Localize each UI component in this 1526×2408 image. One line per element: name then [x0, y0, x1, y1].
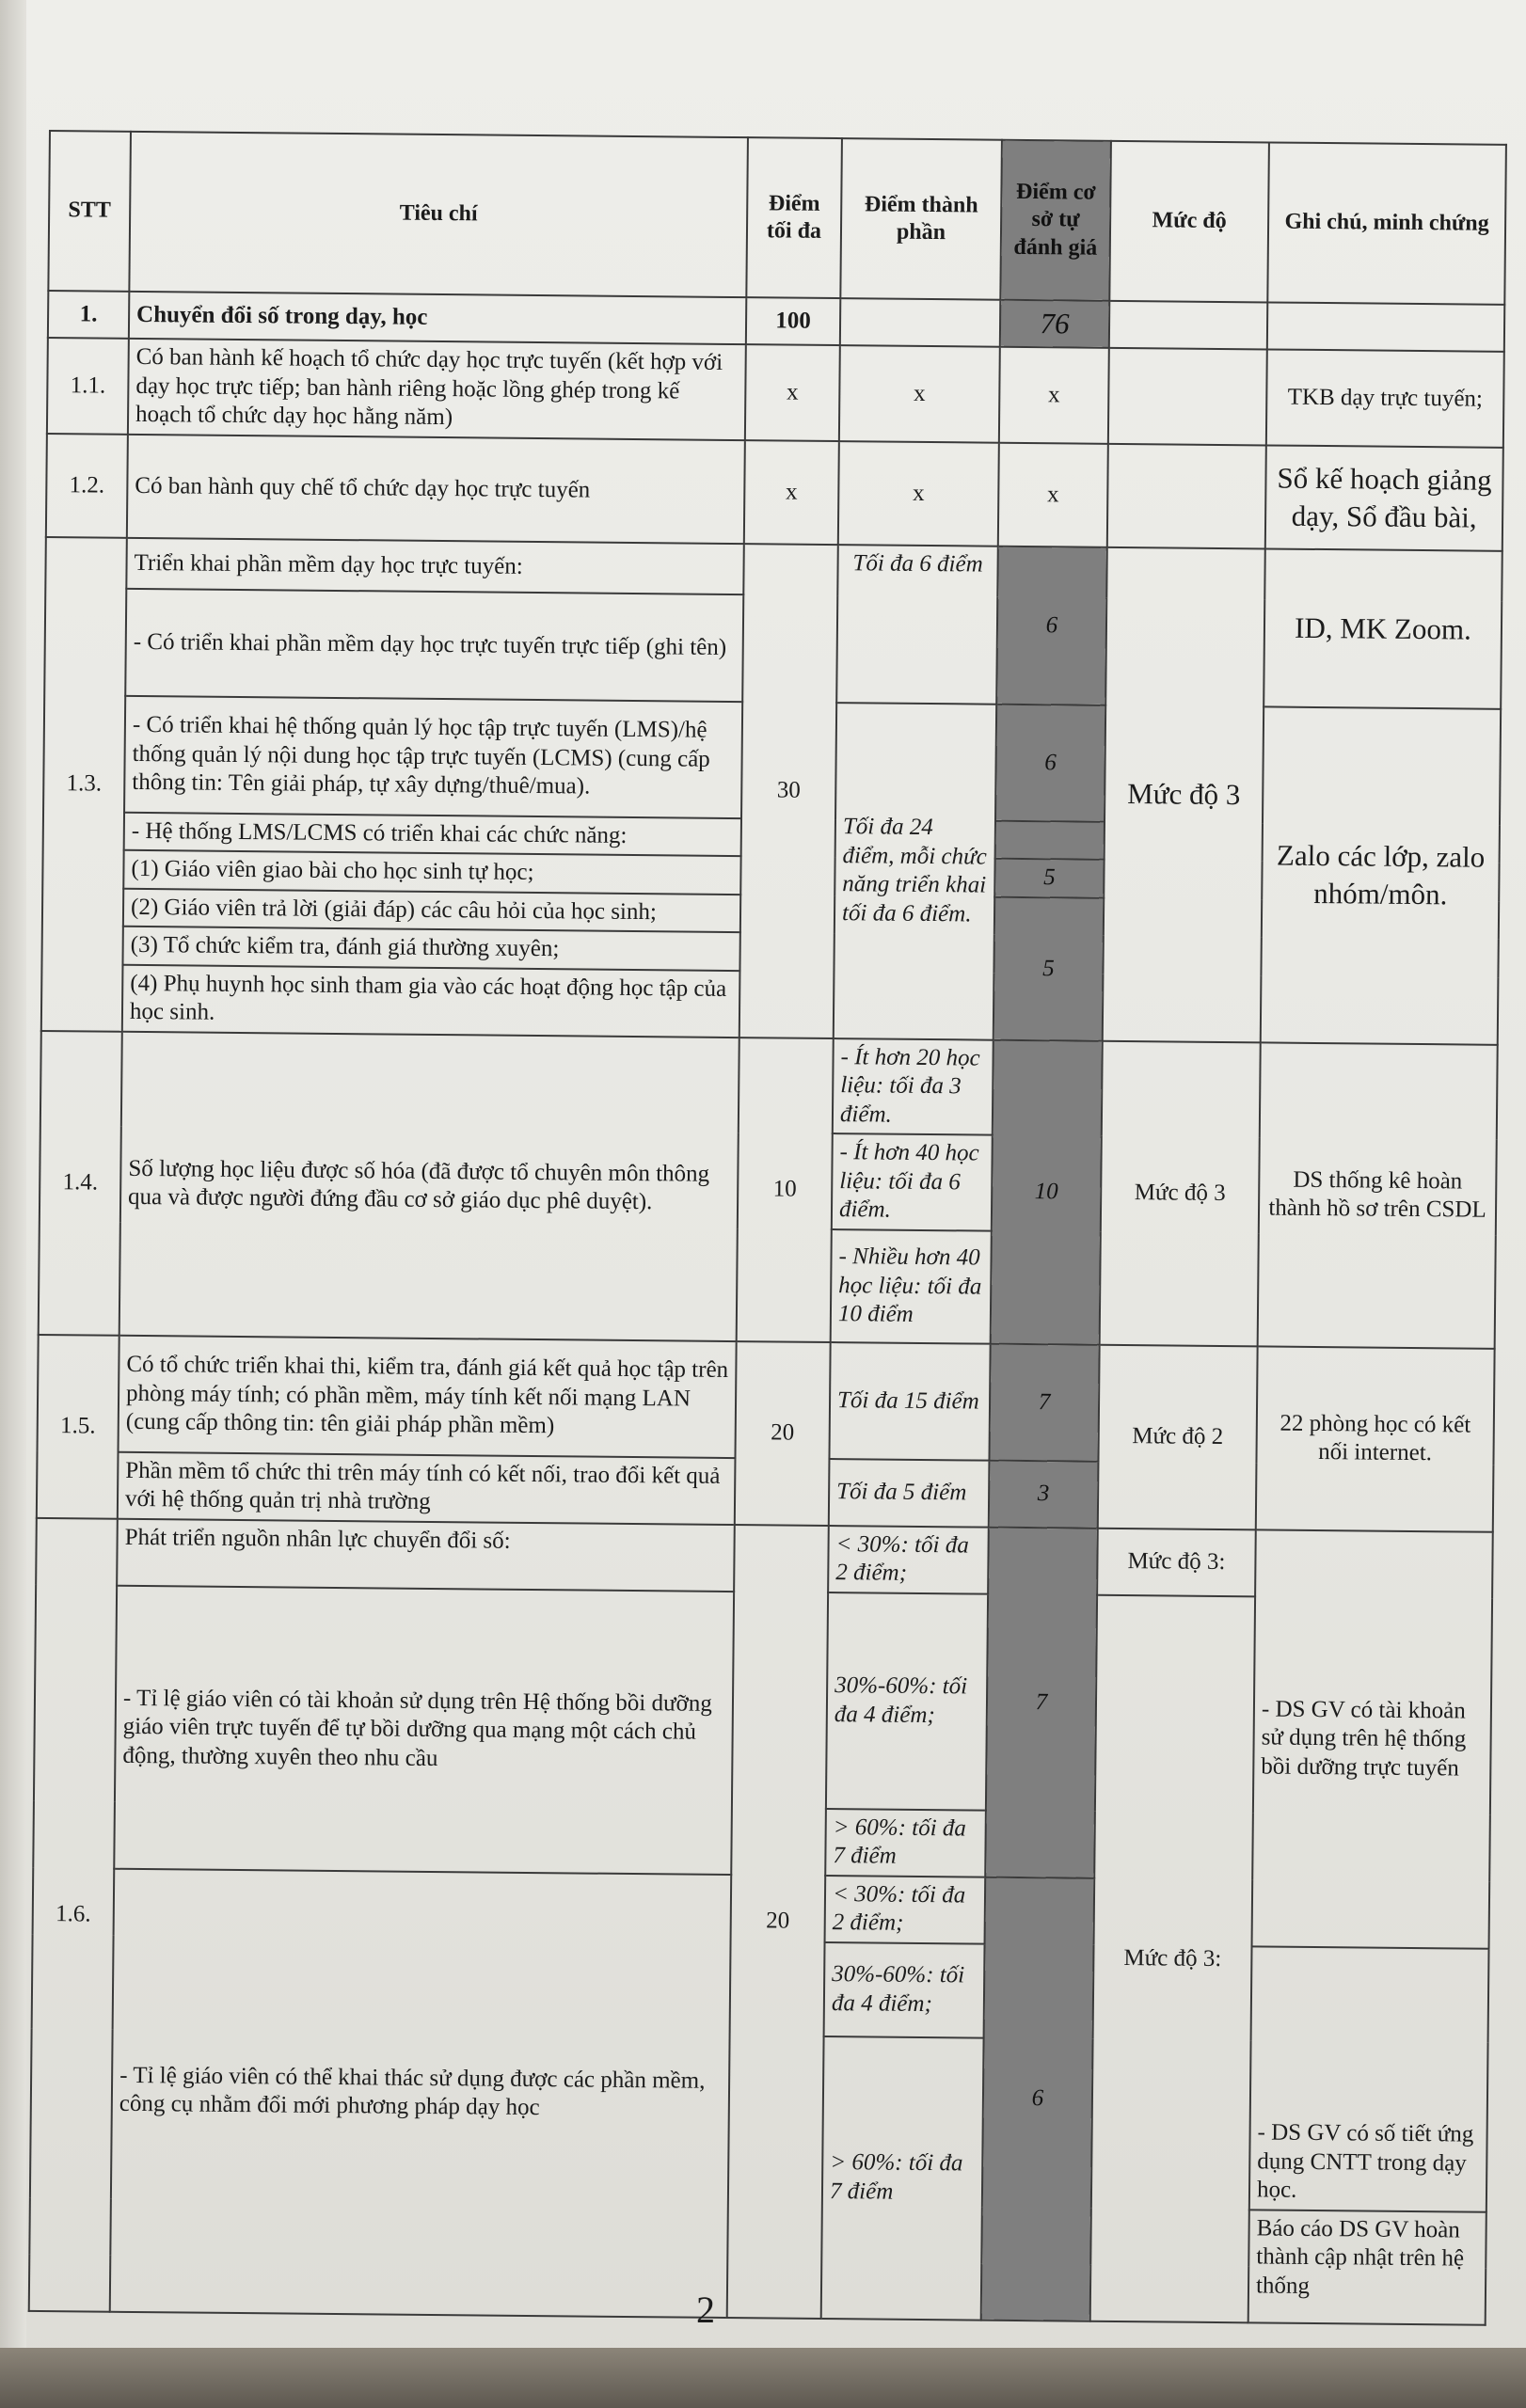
row-note: ID, MK Zoom.	[1264, 548, 1502, 708]
page-number: 2	[696, 2289, 715, 2331]
row-self: x	[998, 443, 1108, 547]
row-criteria: (3) Tổ chức kiểm tra, đánh giá thường xuyên;	[122, 927, 739, 971]
page-edge	[0, 0, 26, 2408]
row-note: Zalo các lớp, zalo nhóm/môn.	[1261, 706, 1501, 1044]
row-stt: 1.5.	[37, 1335, 119, 1519]
row-stt: 1.1.	[47, 338, 129, 434]
row-criteria-title: Triển khai phần mềm dạy học trực tuyến:	[126, 538, 743, 594]
header-notes: Ghi chú, minh chứng	[1267, 142, 1506, 304]
row-self: 5	[993, 896, 1104, 1040]
row-criteria-title: Phát triển nguồn nhân lực chuyển đổi số:	[117, 1519, 735, 1592]
row-max: x	[744, 440, 839, 545]
row-criteria: - Có triển khai hệ thống quản lý học tập trực tuyến (LMS)/hệ thống quản lý nội dung học tập trực tuyến (LCMS) (cung cấp thông tin: Tên giải pháp, tự xây dựng/thuê/mua).	[124, 696, 742, 818]
row-comp: < 30%: tối đa 2 điểm;	[828, 1526, 989, 1594]
row-stt: 1.2.	[46, 434, 128, 538]
row-self: 5	[994, 859, 1104, 898]
row-criteria: Có tổ chức triển khai thi, kiểm tra, đánh giá kết quả học tập trên phòng máy tính; có phần mềm, máy tính kết nối mạng LAN (cung cấp thông tin: tên giải pháp phần mềm)	[119, 1336, 737, 1458]
section-stt: 1.	[48, 291, 129, 339]
row-self: 10	[991, 1039, 1103, 1344]
row-level	[1107, 444, 1266, 549]
table-row	[46, 434, 1503, 551]
row-comp: - Ít hơn 40 học liệu: tối đa 6 điểm.	[832, 1133, 993, 1230]
row-comp: > 60%: tối đa 7 điểm	[821, 2036, 984, 2321]
row-level: Mức độ 3:	[1090, 1595, 1255, 2323]
header-criteria: Tiêu chí	[129, 132, 748, 297]
row-criteria: - Có triển khai phần mềm dạy học trực tuyến trực tiếp (ghi tên)	[125, 589, 743, 702]
row-comp: Tối đa 15 điểm	[829, 1342, 990, 1461]
row-comp: Tối đa 5 điểm	[829, 1459, 990, 1528]
section-self-score: 76	[1000, 300, 1109, 348]
table-header-row	[48, 131, 1506, 305]
row-max: 10	[737, 1038, 834, 1342]
row-note: TKB dạy trực tuyến;	[1266, 350, 1504, 448]
row-comp: < 30%: tối đa 2 điểm;	[825, 1876, 986, 1944]
table-row	[47, 338, 1504, 447]
row-criteria: - Hệ thống LMS/LCMS có triển khai các chức năng:	[124, 813, 741, 857]
section-level	[1109, 301, 1267, 350]
row-stt: 1.4.	[39, 1031, 122, 1336]
section-comp	[840, 298, 1000, 347]
header-level: Mức độ	[1109, 141, 1269, 303]
row-criteria: - Tỉ lệ giáo viên có thể khai thác sử dụng được các phần mềm, công cụ nhằm đổi mới phương pháp dạy học	[110, 1869, 731, 2318]
row-note: - DS GV có số tiết ứng dụng CNTT trong dạy học.	[1249, 1946, 1489, 2211]
row-note: 22 phòng học có kết nối internet.	[1256, 1346, 1495, 1531]
row-criteria: Có ban hành quy chế tổ chức dạy học trực tuyến	[127, 435, 745, 544]
header-stt: STT	[48, 131, 131, 292]
row-comp: Tối đa 6 điểm	[836, 545, 998, 705]
row-note: DS thống kê hoàn thành hồ sơ trên CSDL	[1258, 1042, 1498, 1348]
row-comp: 30%-60%: tối đa 4 điểm;	[826, 1592, 988, 1811]
section-title: Chuyển đổi số trong dạy, học	[129, 292, 746, 345]
row-self: 3	[989, 1460, 1099, 1528]
row-level: Mức độ 3	[1100, 1041, 1261, 1347]
row-note: Báo cáo DS GV hoàn thành cập nhật trên hệ thống	[1248, 2210, 1486, 2324]
row-comp: - Ít hơn 20 học liệu: tối đa 3 điểm.	[833, 1038, 993, 1135]
table-row	[40, 1031, 1498, 1140]
header-component-score: Điểm thành phần	[840, 138, 1002, 300]
row-comp: 30%-60%: tối đa 4 điểm;	[824, 1942, 985, 2038]
row-criteria: Số lượng học liệu được số hóa (đã được tổ chuyên môn thông qua và được người đứng đầu cơ sở giáo dục phê duyệt).	[119, 1032, 739, 1341]
row-comp: - Nhiều hơn 40 học liệu: tối đa 10 điểm	[831, 1229, 992, 1344]
row-comp: Tối đa 24 điểm, mỗi chức năng triển khai tối đa 6 điểm.	[834, 703, 996, 1040]
row-self: 6	[995, 704, 1105, 821]
row-max: 20	[727, 1525, 829, 2319]
row-self: 6	[981, 1877, 1095, 2321]
row-criteria: (2) Giáo viên trả lời (giải đáp) các câu hỏi của học sinh;	[123, 889, 740, 933]
row-level: Mức độ 3	[1103, 547, 1265, 1043]
row-self: 7	[985, 1527, 1098, 1877]
row-stt: 1.3.	[41, 537, 127, 1032]
header-self-score: Điểm cơ sở tự đánh giá	[1000, 140, 1111, 301]
row-comp: x	[838, 441, 999, 547]
row-comp: x	[839, 345, 1000, 442]
table-row	[38, 1335, 1495, 1465]
row-criteria: (4) Phụ huynh học sinh tham gia vào các hoạt động học tập của học sinh.	[122, 965, 740, 1038]
row-note: Sổ kế hoạch giảng dạy, Sổ đầu bài,	[1265, 445, 1503, 550]
row-note: - DS GV có tài khoản sử dụng trên hệ thống bồi dưỡng trực tuyến	[1252, 1529, 1493, 1948]
row-criteria: (1) Giáo viên giao bài cho học sinh tự học;	[123, 850, 740, 895]
row-max: 30	[739, 544, 838, 1038]
row-level	[1108, 348, 1267, 445]
row-self: 6	[996, 547, 1107, 705]
row-self	[995, 820, 1105, 860]
row-self: x	[999, 347, 1109, 444]
desk-background	[0, 2348, 1526, 2408]
row-stt: 1.6.	[29, 1518, 118, 2312]
header-max-score: Điểm tối đa	[746, 137, 842, 298]
row-comp: > 60%: tối đa 7 điểm	[825, 1809, 986, 1877]
row-max: x	[745, 344, 840, 440]
section-max: 100	[746, 297, 840, 345]
row-criteria: Có ban hành kế hoạch tổ chức dạy học trực tuyến (kết hợp với dạy học trực tiếp; ban hành riêng hoặc lồng ghép trong kế hoạch tổ chức dạy học hằng năm)	[128, 339, 746, 440]
row-criteria: Phần mềm tổ chức thi trên máy tính có kết nối, trao đổi kết quả với hệ thống quản trị nhà trường	[118, 1452, 736, 1525]
evaluation-table	[28, 130, 1507, 2326]
row-self: 7	[989, 1343, 1099, 1461]
row-criteria: - Tỉ lệ giáo viên có tài khoản sử dụng trên Hệ thống bồi dưỡng giáo viên trực tuyến để tự bồi dưỡng qua mạng một cách chủ động, thường xuyên theo nhu cầu	[114, 1586, 734, 1875]
row-level: Mức độ 3:	[1097, 1529, 1256, 1597]
section-note	[1267, 302, 1504, 352]
row-max: 20	[735, 1341, 831, 1526]
row-level: Mức độ 2	[1098, 1345, 1258, 1530]
